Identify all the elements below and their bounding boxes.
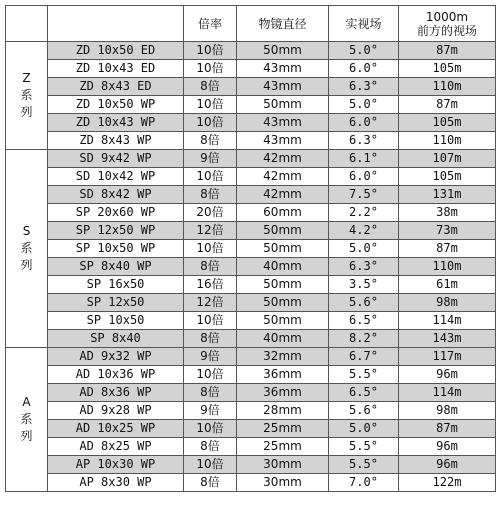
magnification-cell: 12倍: [184, 294, 237, 312]
model-cell: ZD 8x43 ED: [48, 78, 184, 96]
model-cell: SD 9x42 WP: [48, 150, 184, 168]
table-row: [6, 168, 496, 186]
series-group-label: [6, 42, 48, 150]
table-row: [6, 96, 496, 114]
model-cell: AD 9x32 WP: [48, 348, 184, 366]
field-at-1000m-cell: 87m: [399, 240, 496, 258]
model-cell: ZD 10x43 WP: [48, 114, 184, 132]
field-of-view-cell: 6.1°: [329, 150, 399, 168]
table-row: [6, 150, 496, 168]
magnification-cell: 8倍: [184, 186, 237, 204]
model-cell: SP 12x50 WP: [48, 222, 184, 240]
field-of-view-cell: 6.3°: [329, 78, 399, 96]
field-of-view-cell: 8.2°: [329, 330, 399, 348]
objective-cell: 42mm: [237, 186, 329, 204]
field-of-view-cell: 6.3°: [329, 132, 399, 150]
objective-cell: 32mm: [237, 348, 329, 366]
magnification-cell: 10倍: [184, 456, 237, 474]
objective-cell: 25mm: [237, 420, 329, 438]
model-cell: AD 8x36 WP: [48, 384, 184, 402]
field-of-view-cell: 2.2°: [329, 204, 399, 222]
table-row: [6, 384, 496, 402]
magnification-cell: 8倍: [184, 474, 237, 492]
magnification-cell: 8倍: [184, 438, 237, 456]
spec-table-page: [5, 5, 495, 513]
field-of-view-cell: 6.0°: [329, 168, 399, 186]
objective-cell: 50mm: [237, 276, 329, 294]
model-cell: SP 20x60 WP: [48, 204, 184, 222]
field-of-view-cell: 5.0°: [329, 42, 399, 60]
table-row: [6, 114, 496, 132]
magnification-cell: 9倍: [184, 402, 237, 420]
field-at-1000m-cell: 96m: [399, 456, 496, 474]
field-at-1000m-cell: 110m: [399, 258, 496, 276]
model-cell: SP 10x50: [48, 312, 184, 330]
magnification-cell: 20倍: [184, 204, 237, 222]
series-group-label: [6, 150, 48, 348]
model-cell: ZD 10x50 ED: [48, 42, 184, 60]
objective-cell: 42mm: [237, 150, 329, 168]
binocular-spec-table: [5, 5, 496, 492]
table-row: [6, 60, 496, 78]
field-of-view-cell: 5.0°: [329, 240, 399, 258]
model-cell: AD 10x36 WP: [48, 366, 184, 384]
field-at-1000m-cell: 38m: [399, 204, 496, 222]
model-cell: SP 12x50: [48, 294, 184, 312]
magnification-cell: 8倍: [184, 384, 237, 402]
model-cell: SD 10x42 WP: [48, 168, 184, 186]
field-of-view-cell: 5.5°: [329, 366, 399, 384]
field-at-1000m-cell: 96m: [399, 366, 496, 384]
table-row: [6, 330, 496, 348]
model-cell: SP 8x40: [48, 330, 184, 348]
field-at-1000m-cell: 110m: [399, 132, 496, 150]
model-cell: ZD 10x50 WP: [48, 96, 184, 114]
table-row: [6, 420, 496, 438]
objective-cell: 43mm: [237, 114, 329, 132]
field-of-view-cell: 6.0°: [329, 60, 399, 78]
objective-cell: 28mm: [237, 402, 329, 420]
magnification-cell: 10倍: [184, 60, 237, 78]
field-of-view-cell: 5.5°: [329, 438, 399, 456]
field-of-view-cell: 6.0°: [329, 114, 399, 132]
field-at-1000m-cell: 105m: [399, 60, 496, 78]
field-at-1000m-cell: 87m: [399, 42, 496, 60]
table-row: [6, 366, 496, 384]
field-at-1000m-cell: 98m: [399, 294, 496, 312]
table-row: [6, 222, 496, 240]
header-model-cell: [48, 6, 184, 42]
model-cell: SP 16x50: [48, 276, 184, 294]
table-row: [6, 132, 496, 150]
field-of-view-cell: 5.6°: [329, 294, 399, 312]
model-cell: AP 10x30 WP: [48, 456, 184, 474]
magnification-cell: 8倍: [184, 78, 237, 96]
field-of-view-cell: 5.0°: [329, 420, 399, 438]
model-cell: SP 10x50 WP: [48, 240, 184, 258]
objective-cell: 50mm: [237, 96, 329, 114]
table-row: [6, 42, 496, 60]
model-cell: AD 8x25 WP: [48, 438, 184, 456]
table-row: [6, 258, 496, 276]
table-row: [6, 78, 496, 96]
field-at-1000m-cell: 131m: [399, 186, 496, 204]
field-of-view-cell: 6.5°: [329, 312, 399, 330]
model-cell: AD 9x28 WP: [48, 402, 184, 420]
objective-cell: 43mm: [237, 78, 329, 96]
magnification-cell: 10倍: [184, 240, 237, 258]
header-field-of-view: 实视场: [329, 6, 399, 42]
table-row: [6, 438, 496, 456]
objective-cell: 30mm: [237, 474, 329, 492]
field-at-1000m-cell: 114m: [399, 384, 496, 402]
objective-cell: 50mm: [237, 42, 329, 60]
magnification-cell: 9倍: [184, 150, 237, 168]
table-row: [6, 456, 496, 474]
field-at-1000m-cell: 105m: [399, 168, 496, 186]
series-group-label-char: 系: [20, 241, 33, 255]
field-at-1000m-cell: 122m: [399, 474, 496, 492]
table-row: [6, 294, 496, 312]
table-row: [6, 204, 496, 222]
magnification-cell: 16倍: [184, 276, 237, 294]
magnification-cell: 8倍: [184, 330, 237, 348]
magnification-cell: 12倍: [184, 222, 237, 240]
field-at-1000m-cell: 107m: [399, 150, 496, 168]
objective-cell: 50mm: [237, 222, 329, 240]
field-of-view-cell: 5.0°: [329, 96, 399, 114]
table-row: [6, 186, 496, 204]
field-at-1000m-cell: 87m: [399, 420, 496, 438]
model-cell: SD 8x42 WP: [48, 186, 184, 204]
magnification-cell: 8倍: [184, 132, 237, 150]
field-at-1000m-cell: 73m: [399, 222, 496, 240]
series-group-label-char: 系: [20, 412, 33, 426]
field-at-1000m-cell: 61m: [399, 276, 496, 294]
table-row: [6, 348, 496, 366]
field-at-1000m-cell: 114m: [399, 312, 496, 330]
series-group-label-char: Z: [22, 71, 31, 85]
header-objective-diameter: 物镜直径: [237, 6, 329, 42]
header-corner-cell: [6, 6, 48, 42]
objective-cell: 60mm: [237, 204, 329, 222]
objective-cell: 36mm: [237, 384, 329, 402]
series-group-label-char: 列: [20, 258, 33, 272]
objective-cell: 30mm: [237, 456, 329, 474]
model-cell: SP 8x40 WP: [48, 258, 184, 276]
field-at-1000m-cell: 110m: [399, 78, 496, 96]
series-group-label: [6, 348, 48, 492]
table-row: [6, 474, 496, 492]
series-group-label-char: 列: [20, 105, 33, 119]
magnification-cell: 10倍: [184, 168, 237, 186]
objective-cell: 40mm: [237, 330, 329, 348]
field-at-1000m-cell: 98m: [399, 402, 496, 420]
field-of-view-cell: 6.7°: [329, 348, 399, 366]
field-of-view-cell: 3.5°: [329, 276, 399, 294]
objective-cell: 42mm: [237, 168, 329, 186]
field-of-view-cell: 7.0°: [329, 474, 399, 492]
objective-cell: 25mm: [237, 438, 329, 456]
objective-cell: 50mm: [237, 240, 329, 258]
series-group-label-char: S: [22, 224, 31, 238]
field-at-1000m-cell: 87m: [399, 96, 496, 114]
magnification-cell: 10倍: [184, 114, 237, 132]
field-at-1000m-cell: 143m: [399, 330, 496, 348]
series-group-label-char: 列: [20, 429, 33, 443]
field-of-view-cell: 6.3°: [329, 258, 399, 276]
field-at-1000m-cell: 117m: [399, 348, 496, 366]
table-row: [6, 312, 496, 330]
header-field-at-1000m-line2: 前方的视场: [416, 23, 477, 38]
magnification-cell: 10倍: [184, 420, 237, 438]
model-cell: ZD 10x43 ED: [48, 60, 184, 78]
model-cell: AD 10x25 WP: [48, 420, 184, 438]
magnification-cell: 10倍: [184, 312, 237, 330]
objective-cell: 50mm: [237, 312, 329, 330]
field-of-view-cell: 5.5°: [329, 456, 399, 474]
magnification-cell: 10倍: [184, 42, 237, 60]
model-cell: ZD 8x43 WP: [48, 132, 184, 150]
series-group-label-char: A: [22, 395, 31, 409]
field-at-1000m-cell: 105m: [399, 114, 496, 132]
objective-cell: 50mm: [237, 294, 329, 312]
series-group-label-char: 系: [20, 88, 33, 102]
field-of-view-cell: 7.5°: [329, 186, 399, 204]
spec-table-body: [6, 42, 496, 492]
header-field-at-1000m: [399, 6, 496, 42]
header-magnification: 倍率: [184, 6, 237, 42]
objective-cell: 40mm: [237, 258, 329, 276]
field-of-view-cell: 5.6°: [329, 402, 399, 420]
field-at-1000m-cell: 96m: [399, 438, 496, 456]
table-row: [6, 276, 496, 294]
magnification-cell: 9倍: [184, 348, 237, 366]
magnification-cell: 8倍: [184, 258, 237, 276]
header-row: [6, 6, 496, 42]
model-cell: AP 8x30 WP: [48, 474, 184, 492]
header-field-at-1000m-line1: 1000m: [425, 9, 469, 24]
field-of-view-cell: 6.5°: [329, 384, 399, 402]
table-row: [6, 240, 496, 258]
magnification-cell: 10倍: [184, 96, 237, 114]
objective-cell: 43mm: [237, 60, 329, 78]
magnification-cell: 10倍: [184, 366, 237, 384]
objective-cell: 36mm: [237, 366, 329, 384]
table-row: [6, 402, 496, 420]
objective-cell: 43mm: [237, 132, 329, 150]
field-of-view-cell: 4.2°: [329, 222, 399, 240]
